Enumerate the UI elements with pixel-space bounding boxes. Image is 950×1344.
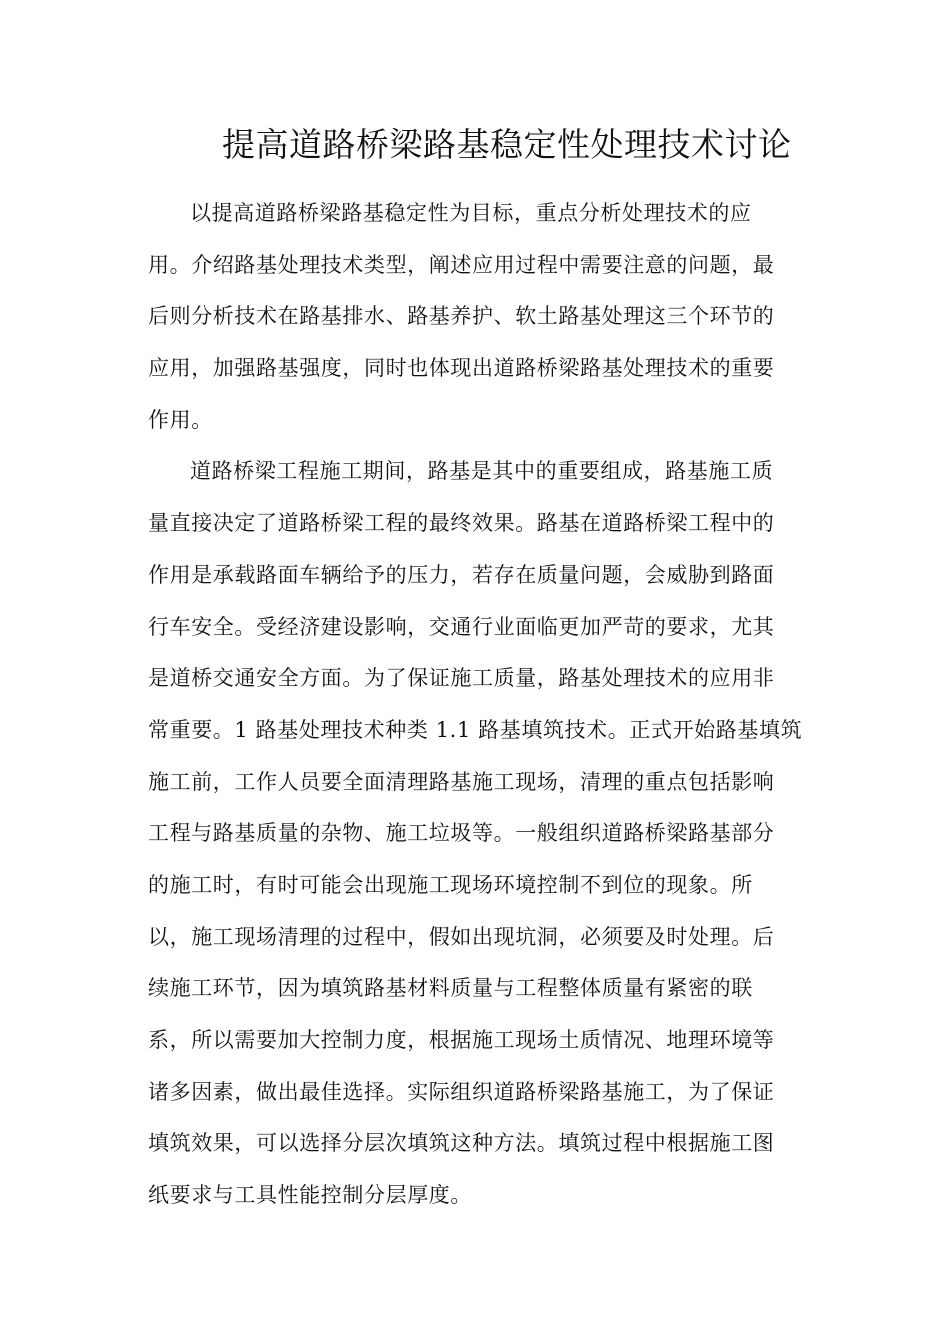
paragraph-line: 应用，加强路基强度，同时也体现出道路桥梁路基处理技术的重要: [148, 356, 775, 381]
paragraph-line: 以提高道路桥梁路基稳定性为目标，重点分析处理技术的应: [190, 201, 752, 225]
paragraph-line: 系，所以需要加大控制力度，根据施工现场土质情况、地理环境等: [148, 1028, 775, 1052]
document-body: [148, 188, 810, 1222]
paragraph-1: [148, 188, 810, 446]
paragraph-2: [148, 446, 810, 1221]
paragraph-line: 纸要求与工具性能控制分层厚度。: [148, 1183, 472, 1208]
paragraph-line: 续施工环节，因为填筑路基材料质量与工程整体质量有紧密的联: [148, 976, 753, 1001]
paragraph-line: 量直接决定了道路桥梁工程的最终效果。路基在道路桥梁工程中的: [148, 511, 775, 536]
document-title: 提高道路桥梁路基稳定性处理技术讨论: [222, 125, 792, 164]
paragraph-line: 的施工时，有时可能会出现施工现场环境控制不到位的现象。所: [148, 872, 753, 897]
paragraph-line: 作用是承载路面车辆给予的压力，若存在质量问题，会威胁到路面: [148, 562, 775, 587]
paragraph-line: 工程与路基质量的杂物、施工垃圾等。一般组织道路桥梁路基部分: [148, 821, 775, 846]
paragraph-line: 施工前，工作人员要全面清理路基施工现场，清理的重点包括影响: [148, 769, 775, 794]
paragraph-line: 用。介绍路基处理技术类型，阐述应用过程中需要注意的问题，最: [148, 252, 775, 277]
paragraph-line: 作用。: [148, 407, 213, 432]
paragraph-line: 诸多因素，做出最佳选择。实际组织道路桥梁路基施工，为了保证: [148, 1079, 775, 1104]
paragraph-line: 行车安全。受经济建设影响，交通行业面临更加严苛的要求，尤其: [148, 614, 775, 639]
paragraph-line: 是道桥交通安全方面。为了保证施工质量，路基处理技术的应用非: [148, 666, 775, 691]
paragraph-line: 后则分析技术在路基排水、路基养护、软土路基处理这三个环节的: [148, 304, 775, 329]
paragraph-line: 常重要。1 路基处理技术种类 1.1 路基填筑技术。正式开始路基填筑: [148, 717, 803, 742]
paragraph-line: 以，施工现场清理的过程中，假如出现坑洞，必须要及时处理。后: [148, 924, 775, 949]
paragraph-line: 道路桥梁工程施工期间，路基是其中的重要组成，路基施工质: [190, 459, 774, 484]
paragraph-line: 填筑效果，可以选择分层次填筑这种方法。填筑过程中根据施工图: [148, 1131, 775, 1156]
